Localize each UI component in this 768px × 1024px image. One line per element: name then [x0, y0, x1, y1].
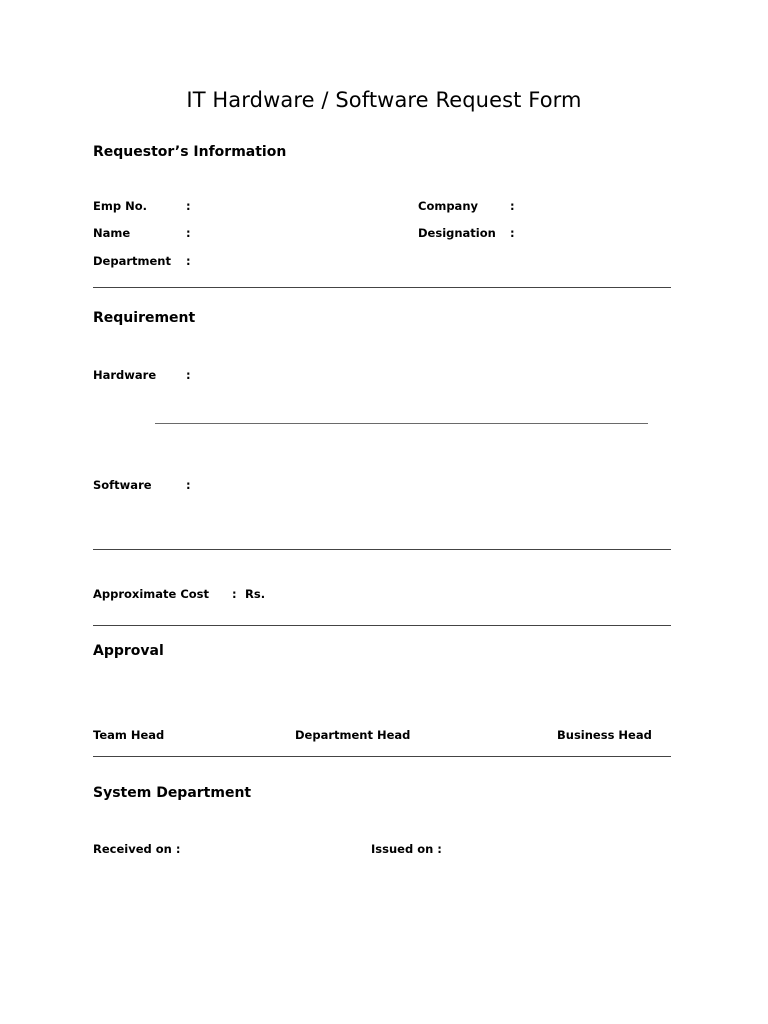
name-label: Name [93, 226, 131, 240]
cost-divider [93, 625, 671, 626]
page-title: IT Hardware / Software Request Form [186, 88, 582, 112]
company-label: Company [418, 199, 478, 213]
emp-no-colon: : [186, 199, 191, 213]
software-label: Software [93, 478, 152, 492]
hardware-colon: : [186, 368, 191, 382]
system-department-heading: System Department [93, 785, 252, 801]
approx-cost-label: Approximate Cost [93, 587, 210, 601]
company-colon: : [510, 199, 515, 213]
approval-divider [93, 756, 671, 757]
department-label: Department [93, 254, 171, 268]
requestor-info-heading: Requestor’s Information [93, 144, 287, 160]
business-head-label: Business Head [557, 728, 652, 742]
designation-colon: : [510, 226, 515, 240]
currency-label: Rs. [245, 587, 266, 601]
issued-on-label: Issued on : [371, 842, 442, 856]
requestor-divider [93, 287, 671, 288]
team-head-label: Team Head [93, 728, 165, 742]
software-colon: : [186, 478, 191, 492]
name-colon: : [186, 226, 191, 240]
requirement-heading: Requirement [93, 310, 196, 326]
received-on-label: Received on : [93, 842, 181, 856]
designation-label: Designation [418, 226, 496, 240]
department-head-label: Department Head [295, 728, 411, 742]
hardware-label: Hardware [93, 368, 157, 382]
approx-cost-colon: : [232, 587, 237, 601]
emp-no-label: Emp No. [93, 199, 147, 213]
software-divider [93, 549, 671, 550]
approval-heading: Approval [93, 643, 164, 659]
department-colon: : [186, 254, 191, 268]
hardware-entry-line [155, 423, 648, 424]
